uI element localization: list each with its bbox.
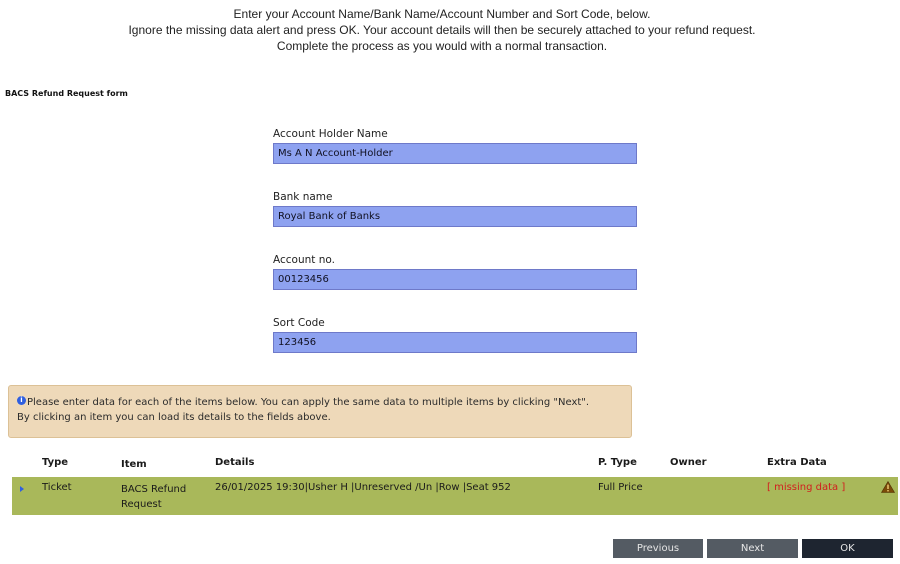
form-title: BACS Refund Request form [5,89,128,98]
sort-code-label: Sort Code [273,317,325,329]
instructions-line-1: Enter your Account Name/Bank Name/Account Number and Sort Code, below. [233,7,651,21]
column-header-extra-data: Extra Data [767,457,827,468]
instructions [0,6,884,54]
table-row[interactable] [12,477,898,515]
sort-code-input[interactable]: 123456 [273,332,637,353]
info-notice [8,385,632,438]
bank-name-input[interactable]: Royal Bank of Banks [273,206,637,227]
account-number-field [273,254,637,290]
expand-arrow-icon[interactable] [20,486,24,492]
row-details: 26/01/2025 19:30|Usher H |Unreserved /Un |Row |Seat 952 [215,482,511,493]
account-holder-name-field [273,128,637,164]
account-number-input[interactable]: 00123456 [273,269,637,290]
next-button[interactable]: Next [707,539,798,558]
info-icon: i [17,396,26,405]
row-type: Ticket [42,482,72,493]
row-price-type: Full Price [598,482,643,493]
column-header-type: Type [42,457,69,468]
column-header-details: Details [215,457,255,468]
bank-name-label: Bank name [273,191,333,203]
sort-code-field [273,317,637,353]
account-holder-name-label: Account Holder Name [273,128,388,140]
previous-button[interactable]: Previous [613,539,703,558]
instructions-line-3: Complete the process as you would with a normal transaction. [276,39,608,53]
notice-line-1: Please enter data for each of the items below. You can apply the same data to multiple items by clicking "Next". [27,397,590,408]
row-item [121,482,186,512]
column-header-price-type: P. Type [598,457,637,468]
account-holder-name-input[interactable]: Ms A N Account-Holder [273,143,637,164]
table-header [12,457,898,475]
warning-icon [881,481,895,493]
ok-button[interactable]: OK [802,539,893,558]
column-header-item: Item [121,459,147,470]
bank-name-field [273,191,637,227]
row-item-line-1: BACS Refund [121,484,187,495]
row-item-line-2: Request [121,499,162,510]
row-extra-data: [ missing data ] [767,482,846,493]
notice-line-2: By clicking an item you can load its details to the fields above. [17,412,331,423]
account-number-label: Account no. [273,254,335,266]
column-header-owner: Owner [670,457,707,468]
instructions-line-2: Ignore the missing data alert and press OK. Your account details will then be securely attached to your refund request. [128,23,756,37]
